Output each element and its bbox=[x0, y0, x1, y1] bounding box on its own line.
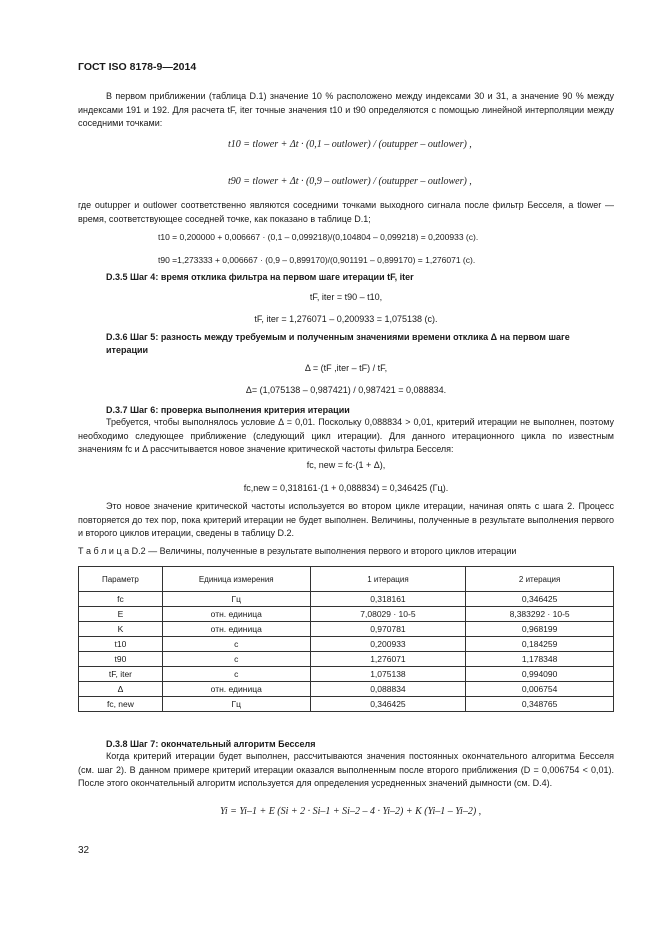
formula-tf-iter: tF, iter = t90 – t10, bbox=[309, 292, 383, 302]
table-cell: t10 bbox=[79, 637, 163, 652]
table-cell: с bbox=[162, 652, 310, 667]
section-d35-heading: D.3.5 Шаг 4: время отклика фильтра на первом шаге итерации tF, iter bbox=[106, 272, 414, 282]
table-cell: 0,318161 bbox=[310, 592, 466, 607]
table-cell: 1,075138 bbox=[310, 667, 466, 682]
table-cell: 0,184259 bbox=[466, 637, 614, 652]
table-cell: 0,200933 bbox=[310, 637, 466, 652]
table-cell: Гц bbox=[162, 697, 310, 712]
table-cell: 0,346425 bbox=[466, 592, 614, 607]
calc-delta: Δ= (1,075138 – 0,987421) / 0,987421 = 0,088834. bbox=[245, 385, 447, 395]
table-cell: с bbox=[162, 637, 310, 652]
table-d2 bbox=[78, 566, 614, 712]
table-cell: отн. единица bbox=[162, 607, 310, 622]
table-row bbox=[79, 637, 614, 652]
definition-paragraph: где outupper и outlower соответственно являются соседними точками выходного сигнала после фильтр Бесселя, а tlower — время, соответствующее соседней точке, как показано в таблице D.1; bbox=[78, 200, 614, 224]
table-cell: отн. единица bbox=[162, 622, 310, 637]
intro-paragraph: В первом приближении (таблица D.1) значение 10 % расположено между индексами 30 и 31, а значение 90 % между индексами 191 и 192. Для расчета tF, iter точные значения t10 и t90 определяются с помощью линейной интерполяции между соседними точками: bbox=[78, 91, 614, 128]
table-cell: t90 bbox=[79, 652, 163, 667]
formula-delta: Δ = (tF ,iter – tF) / tF, bbox=[304, 363, 388, 373]
table-cell: Гц bbox=[162, 592, 310, 607]
table-cell: 0,088834 bbox=[310, 682, 466, 697]
formula-fc-new: fc, new = fc·(1 + Δ), bbox=[306, 460, 386, 470]
table-row bbox=[79, 667, 614, 682]
calc-t10: t10 = 0,200000 + 0,006667 · (0,1 – 0,099218)/(0,104804 – 0,099218) = 0,200933 (с). bbox=[158, 232, 479, 242]
column-header-iteration-2: 2 итерация bbox=[466, 567, 614, 592]
table-cell: 0,968199 bbox=[466, 622, 614, 637]
table-cell: 8,383292 · 10-5 bbox=[466, 607, 614, 622]
table-row bbox=[79, 592, 614, 607]
section-d37-paragraph-2: Это новое значение критической частоты используется во втором цикле итерации, начиная опять с шага 2. Процесс повторяется до тех пор, пока критерий итерации не будет выполнен. Величины, полученные в результате выполнения первого и второго циклов итерации, сведены в таблицу D.2. bbox=[78, 501, 614, 538]
calc-t90: t90 =1,273333 + 0,006667 · (0,9 – 0,899170)/(0,901191 – 0,899170) = 1,276071 (с). bbox=[158, 255, 476, 265]
table-cell: 0,994090 bbox=[466, 667, 614, 682]
table-cell: 0,970781 bbox=[310, 622, 466, 637]
table-row bbox=[79, 622, 614, 637]
table-cell: 0,348765 bbox=[466, 697, 614, 712]
calc-fc-new: fc,new = 0,318161·(1 + 0,088834) = 0,346425 (Гц). bbox=[243, 483, 449, 493]
calc-tf-iter: tF, iter = 1,276071 – 0,200933 = 1,075138 (с). bbox=[254, 314, 438, 324]
table-row bbox=[79, 652, 614, 667]
table-header-row bbox=[79, 567, 614, 592]
section-d38-heading: D.3.8 Шаг 7: окончательный алгоритм Бесселя bbox=[106, 739, 316, 749]
table-cell: 7,08029 · 10-5 bbox=[310, 607, 466, 622]
table-cell: 0,346425 bbox=[310, 697, 466, 712]
column-header-parameter: Параметр bbox=[79, 567, 163, 592]
section-d38-paragraph: Когда критерий итерации будет выполнен, рассчитываются значения постоянных окончательного алгоритма Бесселя (см. шаг 2). В данном примере критерий итерации оказался выполненным после второго приближения (D = 0,006754 < 0,01). После этого окончательный алгоритм используется для определения усредненных значений дымности (см. D.4). bbox=[78, 751, 614, 788]
table-row bbox=[79, 682, 614, 697]
table-cell: 1,276071 bbox=[310, 652, 466, 667]
table-cell: 1,178348 bbox=[466, 652, 614, 667]
formula-bessel-final: Yi = Yi–1 + E (Si + 2 · Si–1 + Si–2 – 4 · Yi–2) + K (Yi–1 – Yi–2) , bbox=[220, 806, 482, 817]
table-cell: K bbox=[79, 622, 163, 637]
section-d36-heading: D.3.6 Шаг 5: разность между требуемым и полученным значениями времени отклика Δ на первом шаге итерации bbox=[106, 332, 570, 355]
section-d37-paragraph: Требуется, чтобы выполнялось условие Δ = 0,01. Поскольку 0,088834 > 0,01, критерий итерации не выполнен, поэтому необходимо следующее приближение (следующий цикл итерации). Для данного итерационного цикла по известным значениям fc и Δ рассчитывается новое значение критической частоты фильтра Бесселя: bbox=[78, 417, 614, 454]
formula-t10: t10 = tlower + Δt · (0,1 – outlower) / (outupper – outlower) , bbox=[228, 139, 472, 150]
table-cell: с bbox=[162, 667, 310, 682]
table-cell: E bbox=[79, 607, 163, 622]
section-d37-heading: D.3.7 Шаг 6: проверка выполнения критерия итерации bbox=[106, 405, 350, 415]
table-caption: Т а б л и ц а D.2 — Величины, полученные в результате выполнения первого и второго циклов итерации bbox=[78, 546, 517, 556]
table-row bbox=[79, 697, 614, 712]
page-number: 32 bbox=[78, 845, 90, 856]
table-cell: Δ bbox=[79, 682, 163, 697]
column-header-unit: Единица измерения bbox=[162, 567, 310, 592]
table-cell: fc bbox=[79, 592, 163, 607]
table-cell: tF, iter bbox=[79, 667, 163, 682]
table-row bbox=[79, 607, 614, 622]
table-cell: fc, new bbox=[79, 697, 163, 712]
column-header-iteration-1: 1 итерация bbox=[310, 567, 466, 592]
formula-t90: t90 = tlower + Δt · (0,9 – outlower) / (outupper – outlower) , bbox=[228, 176, 472, 187]
table-cell: 0,006754 bbox=[466, 682, 614, 697]
table-cell: отн. единица bbox=[162, 682, 310, 697]
document-header: ГОСТ ISO 8178-9—2014 bbox=[78, 61, 197, 73]
